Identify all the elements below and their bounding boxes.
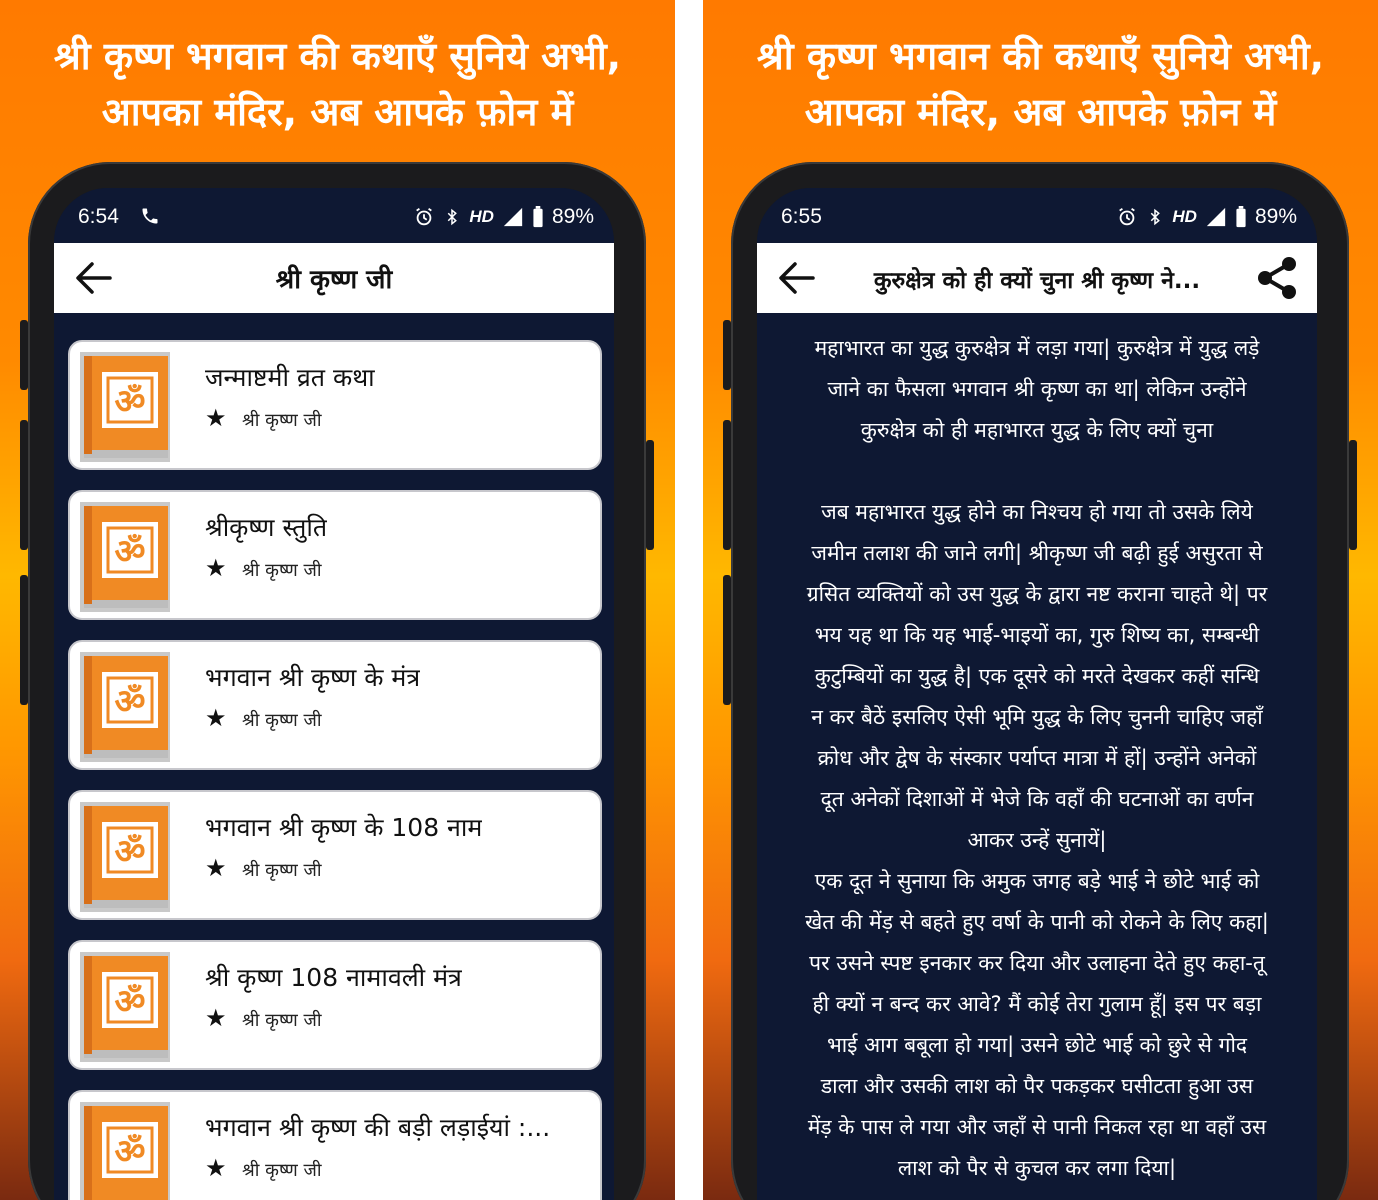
item-title: जन्माष्टमी व्रत कथा <box>205 363 375 392</box>
back-arrow-icon[interactable] <box>74 259 114 297</box>
svg-text:ॐ: ॐ <box>114 982 146 1022</box>
power-button <box>1349 440 1357 550</box>
battery-percent: 89% <box>551 205 594 228</box>
story-title: कुरुक्षेत्र को ही क्यों चुना श्री कृष्ण ने... <box>873 268 1201 294</box>
headline-line-1: श्री कृष्ण भगवान की कथाएँ सुनिये अभी, <box>756 34 1325 78</box>
promo-headline <box>703 28 1378 140</box>
text-line: कुटुम्बियों का युद्ध है| एक दूसरे को मरते देखकर कहीं सन्धि <box>814 664 1260 688</box>
text-line: कुरुक्षेत्र को ही महाभारत युद्ध के लिए क्यों चुना <box>860 418 1214 442</box>
text-line: भय यह था कि यह भाई-भाइयों का, गुरु शिष्य का, सम्बन्धी <box>814 623 1260 647</box>
star-icon: ★ <box>205 854 227 882</box>
star-icon: ★ <box>205 404 227 432</box>
signal-icon <box>1205 206 1227 228</box>
headline-line-2: आपका मंदिर, अब आपके फ़ोन में <box>804 90 1277 134</box>
list-item[interactable] <box>68 940 602 1070</box>
item-title: भगवान श्री कृष्ण के मंत्र <box>205 663 421 692</box>
phone-screen <box>54 188 614 1200</box>
story-list <box>68 340 602 1200</box>
status-icons <box>1116 205 1297 229</box>
app-toolbar <box>54 243 614 313</box>
item-subtitle: श्री कृष्ण जी <box>242 410 322 431</box>
svg-text:ॐ: ॐ <box>114 382 146 422</box>
status-bar <box>757 188 1317 243</box>
om-book-icon <box>80 802 170 912</box>
story-text <box>771 328 1303 1189</box>
text-line: ही क्यों न बन्द कर आवे? मैं कोई तेरा गुलाम हूँ| इस पर बड़ा <box>812 992 1262 1016</box>
item-title: श्रीकृष्ण स्तुति <box>205 513 328 542</box>
headline-line-1: श्री कृष्ण भगवान की कथाएँ सुनिये अभी, <box>53 34 622 78</box>
phone-frame <box>28 162 646 1200</box>
list-item[interactable] <box>68 790 602 920</box>
svg-text:ॐ: ॐ <box>114 532 146 572</box>
status-time: 6:54 <box>78 205 119 228</box>
text-line: न कर बैठें इसलिए ऐसी भूमि युद्ध के लिए चुननी चाहिए जहाँ <box>811 705 1263 729</box>
bluetooth-icon <box>1146 206 1164 228</box>
battery-icon <box>532 206 544 228</box>
text-line: जब महाभारत युद्ध होने का निश्चय हो गया तो उसके लिये <box>821 500 1253 524</box>
battery-percent: 89% <box>1254 205 1297 228</box>
text-line: क्रोध और द्वेष के संस्कार पर्याप्त मात्रा में हों| उन्होंने अनेकों <box>817 746 1257 770</box>
status-bar <box>54 188 614 243</box>
text-line: एक दूत ने सुनाया कि अमुक जगह बड़े भाई ने छोटे भाई को <box>814 869 1260 893</box>
text-line: आकर उन्हें सुनायें| <box>967 828 1107 852</box>
phone-frame <box>731 162 1349 1200</box>
phone-call-icon <box>140 205 160 227</box>
volume-button <box>20 575 28 705</box>
volume-button <box>723 320 731 390</box>
text-line: लाश को पैर से कुचल कर लगा दिया| <box>897 1156 1177 1180</box>
item-title: भगवान श्री कृष्ण के 108 नाम <box>205 813 483 842</box>
star-icon: ★ <box>205 704 227 732</box>
om-book-icon <box>80 502 170 612</box>
volume-button <box>20 420 28 550</box>
svg-text:ॐ: ॐ <box>114 832 146 872</box>
hd-badge: HD <box>1172 207 1197 226</box>
item-subtitle: श्री कृष्ण जी <box>242 1010 322 1031</box>
signal-icon <box>502 206 524 228</box>
text-line: खेत की मेंड़ से बहते हुए वर्षा के पानी को रोकने के लिए कहा| <box>805 910 1269 934</box>
list-item[interactable] <box>68 490 602 620</box>
item-title: भगवान श्री कृष्ण की बड़ी लड़ाईयां :... <box>205 1113 551 1142</box>
text-line: भाई आग बबूला हो गया| उसने छोटे भाई को छुरे से गोद <box>826 1033 1248 1057</box>
headline-line-2: आपका मंदिर, अब आपके फ़ोन में <box>101 90 574 134</box>
svg-text:ॐ: ॐ <box>114 1132 146 1172</box>
om-book-icon <box>80 352 170 462</box>
list-item[interactable] <box>68 340 602 470</box>
back-arrow-icon[interactable] <box>777 259 817 297</box>
item-title: श्री कृष्ण 108 नामावली मंत्र <box>205 963 462 992</box>
status-icons <box>413 205 594 229</box>
bluetooth-icon <box>443 206 461 228</box>
promo-headline <box>0 28 675 140</box>
battery-icon <box>1235 206 1247 228</box>
volume-button <box>20 320 28 390</box>
list-item[interactable] <box>68 1090 602 1200</box>
hd-badge: HD <box>469 207 494 226</box>
status-time: 6:55 <box>781 205 822 228</box>
text-line: ग्रसित व्यक्तियों को उस युद्ध के द्वारा नष्ट कराना चाहते थे| पर <box>806 582 1268 606</box>
text-line: जमीन तलाश की जाने लगी| श्रीकृष्ण जी बढ़ी हुई असुरता से <box>811 541 1263 565</box>
item-subtitle: श्री कृष्ण जी <box>242 710 322 731</box>
om-book-icon <box>80 652 170 762</box>
paragraph-gap <box>771 451 1303 492</box>
app-toolbar <box>757 243 1317 313</box>
item-subtitle: श्री कृष्ण जी <box>242 560 322 581</box>
list-item[interactable] <box>68 640 602 770</box>
volume-button <box>723 420 731 550</box>
phone-screen <box>757 188 1317 1200</box>
svg-text:ॐ: ॐ <box>114 682 146 722</box>
power-button <box>646 440 654 550</box>
text-line: दूत अनेकों दिशाओं में भेजे कि वहाँ की घटनाओं का वर्णन <box>820 787 1254 811</box>
star-icon: ★ <box>205 1004 227 1032</box>
page-title: श्री कृष्ण जी <box>275 265 393 295</box>
item-subtitle: श्री कृष्ण जी <box>242 860 322 881</box>
alarm-icon <box>413 206 435 228</box>
text-line: मेंड़ के पास ले गया और जहाँ से पानी निकल रहा था वहाँ उस <box>807 1115 1267 1139</box>
om-book-icon <box>80 952 170 1062</box>
text-line: पर उसने स्पष्ट इनकार कर दिया और उलाहना देते हुए कहा-तू <box>809 951 1265 975</box>
alarm-icon <box>1116 206 1138 228</box>
text-line: महाभारत का युद्ध कुरुक्षेत्र में लड़ा गया| कुरुक्षेत्र में युद्ध लड़े <box>814 336 1260 360</box>
promo-panel-right <box>703 0 1378 1200</box>
om-book-icon <box>80 1102 170 1200</box>
share-icon[interactable] <box>1255 255 1301 301</box>
star-icon: ★ <box>205 1154 227 1182</box>
text-line: जाने का फैसला भगवान श्री कृष्ण का था| लेकिन उन्होंने <box>827 377 1247 401</box>
star-icon: ★ <box>205 554 227 582</box>
item-subtitle: श्री कृष्ण जी <box>242 1160 322 1181</box>
text-line: डाला और उसकी लाश को पैर पकड़कर घसीटता हुआ उस <box>820 1074 1254 1098</box>
promo-panel-left <box>0 0 675 1200</box>
volume-button <box>723 575 731 705</box>
